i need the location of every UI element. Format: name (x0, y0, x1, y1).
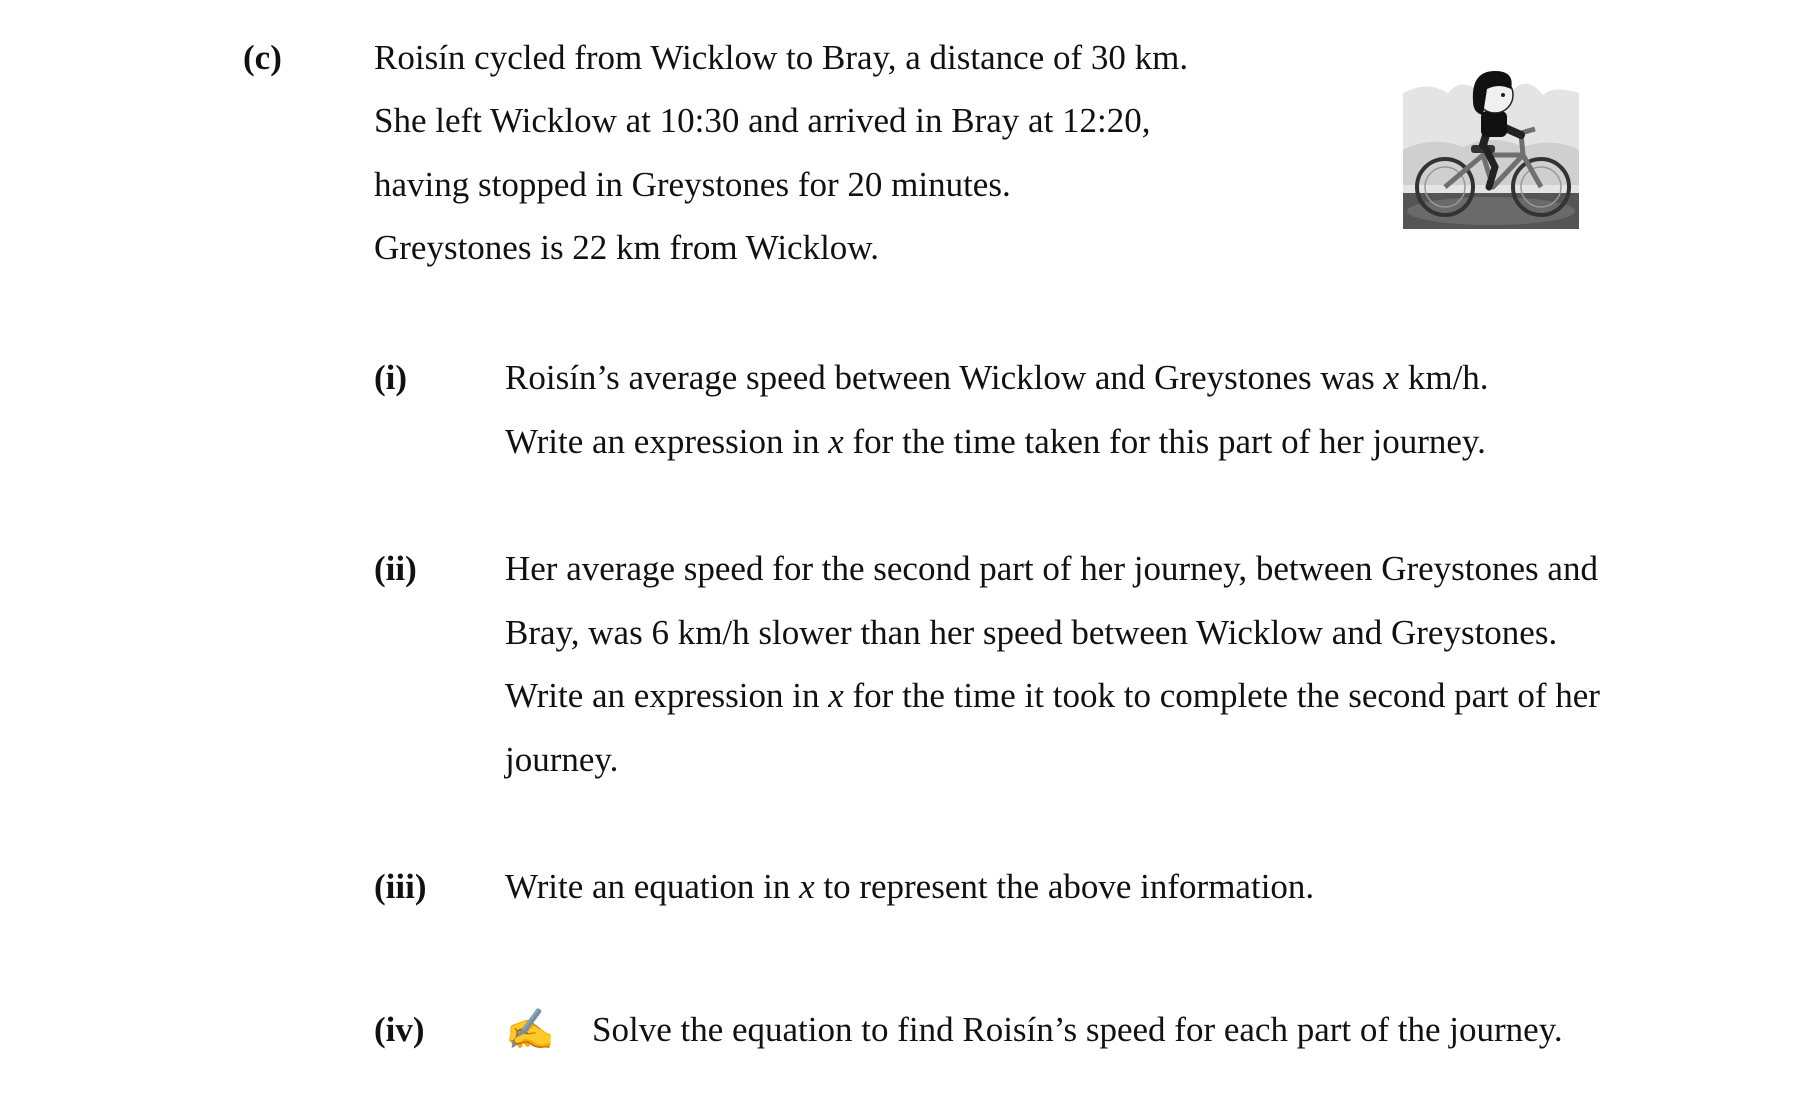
question-iii-label: (iii) (374, 867, 427, 906)
question-i-line-1-pre: Roisín’s average speed between Wicklow and Greystones was (505, 358, 1384, 397)
intro-line-3: having stopped in Greystones for 20 minutes. (374, 165, 1011, 204)
question-i-line-2 (505, 422, 1486, 462)
question-ii-line-3-post: for the time it took to complete the second part of her (843, 676, 1600, 715)
intro-line-1: Roisín cycled from Wicklow to Bray, a distance of 30 km. (374, 38, 1189, 77)
question-ii-label: (ii) (374, 549, 417, 588)
question-i-label: (i) (374, 358, 408, 397)
variable-x: x (1383, 358, 1400, 397)
part-c-label: (c) (243, 38, 282, 77)
variable-x: x (828, 676, 844, 715)
question-ii-line-3 (505, 676, 1600, 716)
question-i-line-1 (505, 358, 1489, 398)
question-i-line-2-pre: Write an expression in (505, 422, 829, 461)
question-ii-line-4: journey. (505, 740, 619, 779)
question-i-line-2-post: for the time taken for this part of her journey. (843, 422, 1486, 461)
question-iii-line-1 (505, 867, 1314, 907)
cyclist-illustration (1403, 55, 1579, 229)
question-iv-line-1: Solve the equation to find Roisín’s speed for each part of the journey. (592, 1010, 1563, 1049)
writing-hand-icon: ✍ (505, 1007, 555, 1052)
question-i-line-1-post: km/h. (1399, 358, 1489, 397)
intro-line-4: Greystones is 22 km from Wicklow. (374, 228, 880, 267)
question-iii-line-1-pre: Write an equation in (505, 867, 800, 906)
intro-line-2: She left Wicklow at 10:30 and arrived in Bray at 12:20, (374, 101, 1151, 140)
question-ii-line-2: Bray, was 6 km/h slower than her speed between Wicklow and Greystones. (505, 613, 1558, 652)
question-ii-line-3-pre: Write an expression in (505, 676, 829, 715)
question-ii-line-1: Her average speed for the second part of her journey, between Greystones and (505, 549, 1598, 588)
question-iii-line-1-post: to represent the above information. (814, 867, 1315, 906)
question-iv-label: (iv) (374, 1010, 425, 1049)
variable-x: x (828, 422, 844, 461)
variable-x: x (799, 867, 815, 906)
